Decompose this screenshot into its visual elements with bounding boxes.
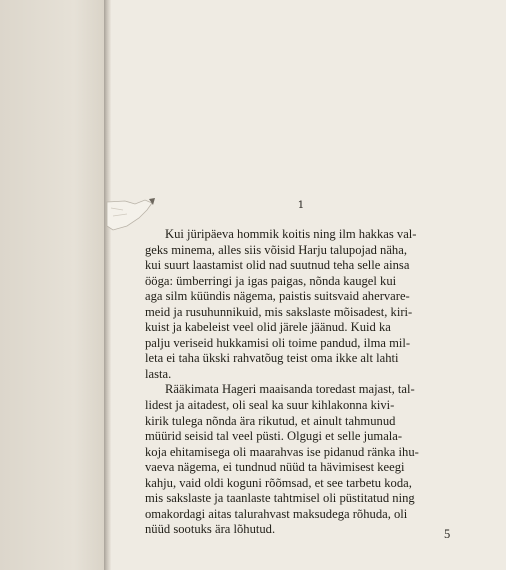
text-line: lasta. [145, 366, 172, 381]
text-line: aga silm küündis nägema, paistis suitsvaid ahervare- [145, 289, 410, 304]
page-number: 5 [444, 527, 451, 541]
text-line: Kui jüripäeva hommik koitis ning ilm hakkas val- [165, 227, 417, 241]
text-line: Rääkimata Hageri maaisanda toredast majast, tal- [165, 382, 415, 397]
text-line: palju veriseid hukkamisi oli toime pandud, ilma mil- [145, 335, 411, 350]
text-line: kuist ja kabeleist veel olid järele jäänud. Kuid ka [145, 320, 391, 335]
text-line: müürid seisid tal veel püsti. Olgugi et selle jumala- [145, 429, 403, 444]
text-line: mis sakslaste ja taanlaste tahtmisel oli püstitatud ning [145, 491, 415, 506]
text-line: geks minema, alles siis võisid Harju talupojad näha, [145, 242, 407, 257]
paragraph [145, 227, 458, 382]
paragraph [145, 382, 458, 537]
text-line: nüüd sootuks ära lõhutud. [145, 522, 276, 537]
text-line: kirik tulega nõnda ära rikutud, et ainult tahmunud [145, 413, 396, 428]
previous-page [0, 0, 106, 570]
text-line: lidest ja aitadest, oli seal ka suur kihlakonna kivi- [145, 398, 395, 413]
chapter-number: 1 [297, 199, 305, 211]
text-line: ööga: ümberringi ja igas paigas, nõnda kaugel kui [145, 273, 397, 288]
text-line: koja ehitamisega oli maarahvas ise pidanud ränka ihu- [145, 444, 419, 459]
text-line: leta ei taha ükski rahvatõug teist oma ikke alt lahti [145, 351, 399, 366]
text-line: kui suurt laastamist olid nad suutnud teha selle ainsa [145, 258, 410, 273]
text-line: omakordagi aitas talurahvast maksudega rõhuda, oli [145, 506, 408, 521]
text-line: vaeva nägema, ei tundnud nüüd ta hävimisest keegi [145, 460, 405, 475]
text-line: meid ja rusuhunnikuid, mis sakslaste mõisadest, kiri- [145, 304, 413, 319]
book-gutter [104, 0, 111, 570]
body-text [145, 227, 458, 538]
text-line: kahju, vaid oldi koguni rõõmsad, et see tarbetu koda, [145, 475, 412, 490]
